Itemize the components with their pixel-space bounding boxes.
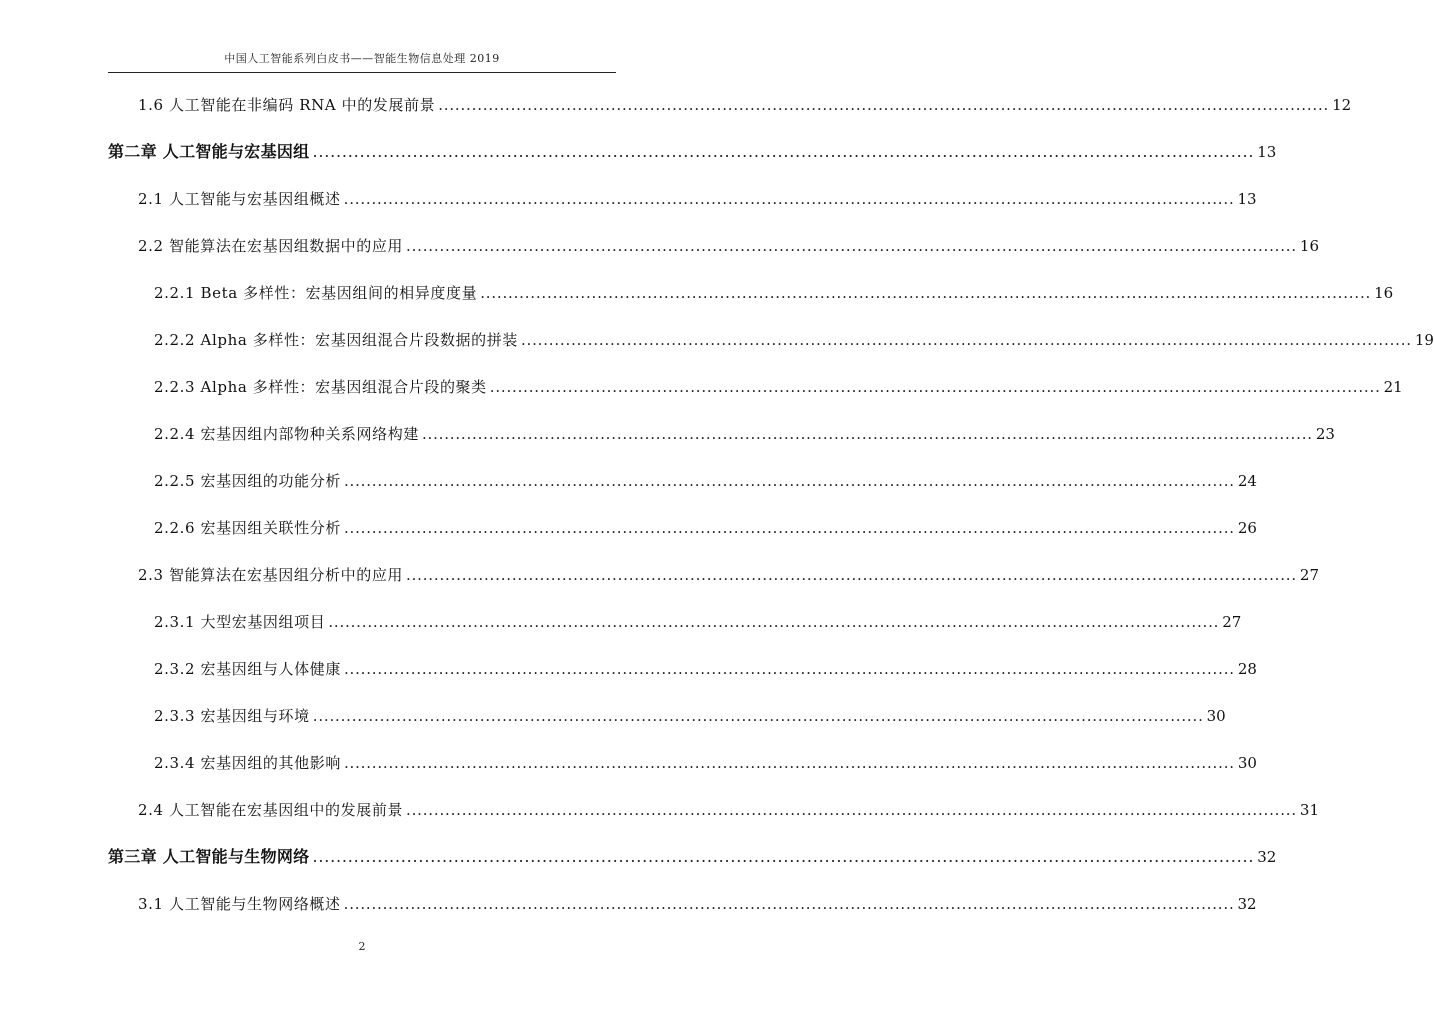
toc-entry[interactable] bbox=[154, 609, 1242, 635]
toc-entry-page: 30 bbox=[1237, 754, 1257, 772]
toc-entry-page: 26 bbox=[1237, 519, 1257, 537]
toc-leader-dots: ................................................................................................................................................................ bbox=[438, 96, 1330, 114]
toc-leader-dots: ................................................................................................................................................................ bbox=[343, 472, 1235, 490]
toc-leader-dots: ................................................................................................................................................................ bbox=[406, 566, 1297, 584]
toc-chapter-entry[interactable] bbox=[108, 844, 1277, 870]
toc-entry[interactable] bbox=[154, 280, 1394, 306]
toc-entry-page: 23 bbox=[1315, 425, 1335, 443]
toc-entry-label: 3.1 人工智能与生物网络概述 bbox=[138, 895, 341, 913]
toc-entry-page: 19 bbox=[1414, 331, 1434, 349]
toc-entry-page: 30 bbox=[1206, 707, 1226, 725]
toc-leader-dots: ................................................................................................................................................................ bbox=[312, 707, 1204, 725]
toc-leader-dots: ................................................................................................................................................................ bbox=[343, 754, 1235, 772]
toc-leader-dots: ................................................................................................................................................................ bbox=[312, 142, 1255, 161]
toc-leader-dots: ................................................................................................................................................................ bbox=[343, 190, 1235, 208]
toc-leader-dots: ................................................................................................................................................................ bbox=[343, 895, 1235, 913]
toc-leader-dots: ................................................................................................................................................................ bbox=[406, 237, 1297, 255]
toc-entry-page: 12 bbox=[1332, 96, 1352, 114]
toc-entry-label: 2.3.4 宏基因组的其他影响 bbox=[154, 754, 341, 772]
toc-entry-label: 2.2.6 宏基因组关联性分析 bbox=[154, 519, 341, 537]
toc-entry-page: 24 bbox=[1237, 472, 1257, 490]
toc-leader-dots: ................................................................................................................................................................ bbox=[480, 284, 1372, 302]
toc-entry-page: 16 bbox=[1299, 237, 1320, 255]
toc-entry-label: 2.2.4 宏基因组内部物种关系网络构建 bbox=[154, 425, 419, 443]
toc-entry[interactable] bbox=[138, 92, 1352, 118]
toc-entry-page: 13 bbox=[1257, 143, 1277, 161]
toc-entry-page: 27 bbox=[1222, 613, 1242, 631]
toc-leader-dots: ................................................................................................................................................................ bbox=[343, 660, 1235, 678]
toc-entry-page: 27 bbox=[1299, 566, 1320, 584]
toc-entry[interactable] bbox=[154, 703, 1226, 729]
toc-leader-dots: ................................................................................................................................................................ bbox=[328, 613, 1220, 631]
toc-entry-label: 2.2.3 Alpha 多样性：宏基因组混合片段的聚类 bbox=[154, 378, 487, 396]
toc-chapter-entry[interactable] bbox=[108, 139, 1277, 165]
toc-leader-dots: ................................................................................................................................................................ bbox=[343, 519, 1235, 537]
toc-entry-label: 2.2.1 Beta 多样性：宏基因组间的相异度度量 bbox=[154, 284, 478, 302]
toc-entry[interactable] bbox=[138, 891, 1257, 917]
toc-entry-label: 1.6 人工智能在非编码 RNA 中的发展前景 bbox=[138, 96, 436, 114]
toc-entry-label: 第二章 人工智能与宏基因组 bbox=[108, 142, 310, 161]
toc-entry[interactable] bbox=[154, 468, 1257, 494]
running-header: 中国人工智能系列白皮书——智能生物信息处理 2019 bbox=[224, 52, 500, 65]
toc-entry-page: 32 bbox=[1257, 848, 1277, 866]
toc-entry[interactable] bbox=[154, 750, 1257, 776]
toc-entry-page: 28 bbox=[1237, 660, 1257, 678]
toc-entry[interactable] bbox=[138, 186, 1257, 212]
toc-entry-label: 2.3 智能算法在宏基因组分析中的应用 bbox=[138, 566, 404, 584]
toc-entry[interactable] bbox=[138, 233, 1320, 259]
toc-leader-dots: ................................................................................................................................................................ bbox=[421, 425, 1313, 443]
header-rule bbox=[108, 72, 616, 73]
toc-entry[interactable] bbox=[138, 562, 1320, 588]
toc-entry-label: 2.3.2 宏基因组与人体健康 bbox=[154, 660, 341, 678]
toc-leader-dots: ................................................................................................................................................................ bbox=[406, 801, 1297, 819]
toc-entry-page: 32 bbox=[1237, 895, 1257, 913]
toc-entry-page: 16 bbox=[1374, 284, 1394, 302]
toc-entry-label: 2.3.3 宏基因组与环境 bbox=[154, 707, 310, 725]
toc-leader-dots: ................................................................................................................................................................ bbox=[312, 847, 1255, 866]
toc-entry[interactable] bbox=[154, 327, 1434, 353]
toc-entry-label: 2.4 人工智能在宏基因组中的发展前景 bbox=[138, 801, 404, 819]
toc-entry-label: 2.2.2 Alpha 多样性：宏基因组混合片段数据的拼装 bbox=[154, 331, 518, 349]
toc-entry[interactable] bbox=[138, 797, 1320, 823]
page-number: 2 bbox=[358, 940, 366, 953]
toc-leader-dots: ................................................................................................................................................................ bbox=[520, 331, 1412, 349]
toc-entry[interactable] bbox=[154, 374, 1403, 400]
toc-entry[interactable] bbox=[154, 656, 1257, 682]
toc-entry-page: 13 bbox=[1237, 190, 1257, 208]
toc-entry-label: 2.1 人工智能与宏基因组概述 bbox=[138, 190, 341, 208]
toc-entry[interactable] bbox=[154, 421, 1335, 447]
toc-entry-label: 2.2 智能算法在宏基因组数据中的应用 bbox=[138, 237, 404, 255]
toc-entry-label: 2.2.5 宏基因组的功能分析 bbox=[154, 472, 341, 490]
toc-entry-page: 21 bbox=[1383, 378, 1403, 396]
toc-entry[interactable] bbox=[154, 515, 1257, 541]
toc-entry-label: 第三章 人工智能与生物网络 bbox=[108, 847, 310, 866]
toc-leader-dots: ................................................................................................................................................................ bbox=[489, 378, 1381, 396]
toc-entry-page: 31 bbox=[1299, 801, 1320, 819]
toc-entry-label: 2.3.1 大型宏基因组项目 bbox=[154, 613, 326, 631]
